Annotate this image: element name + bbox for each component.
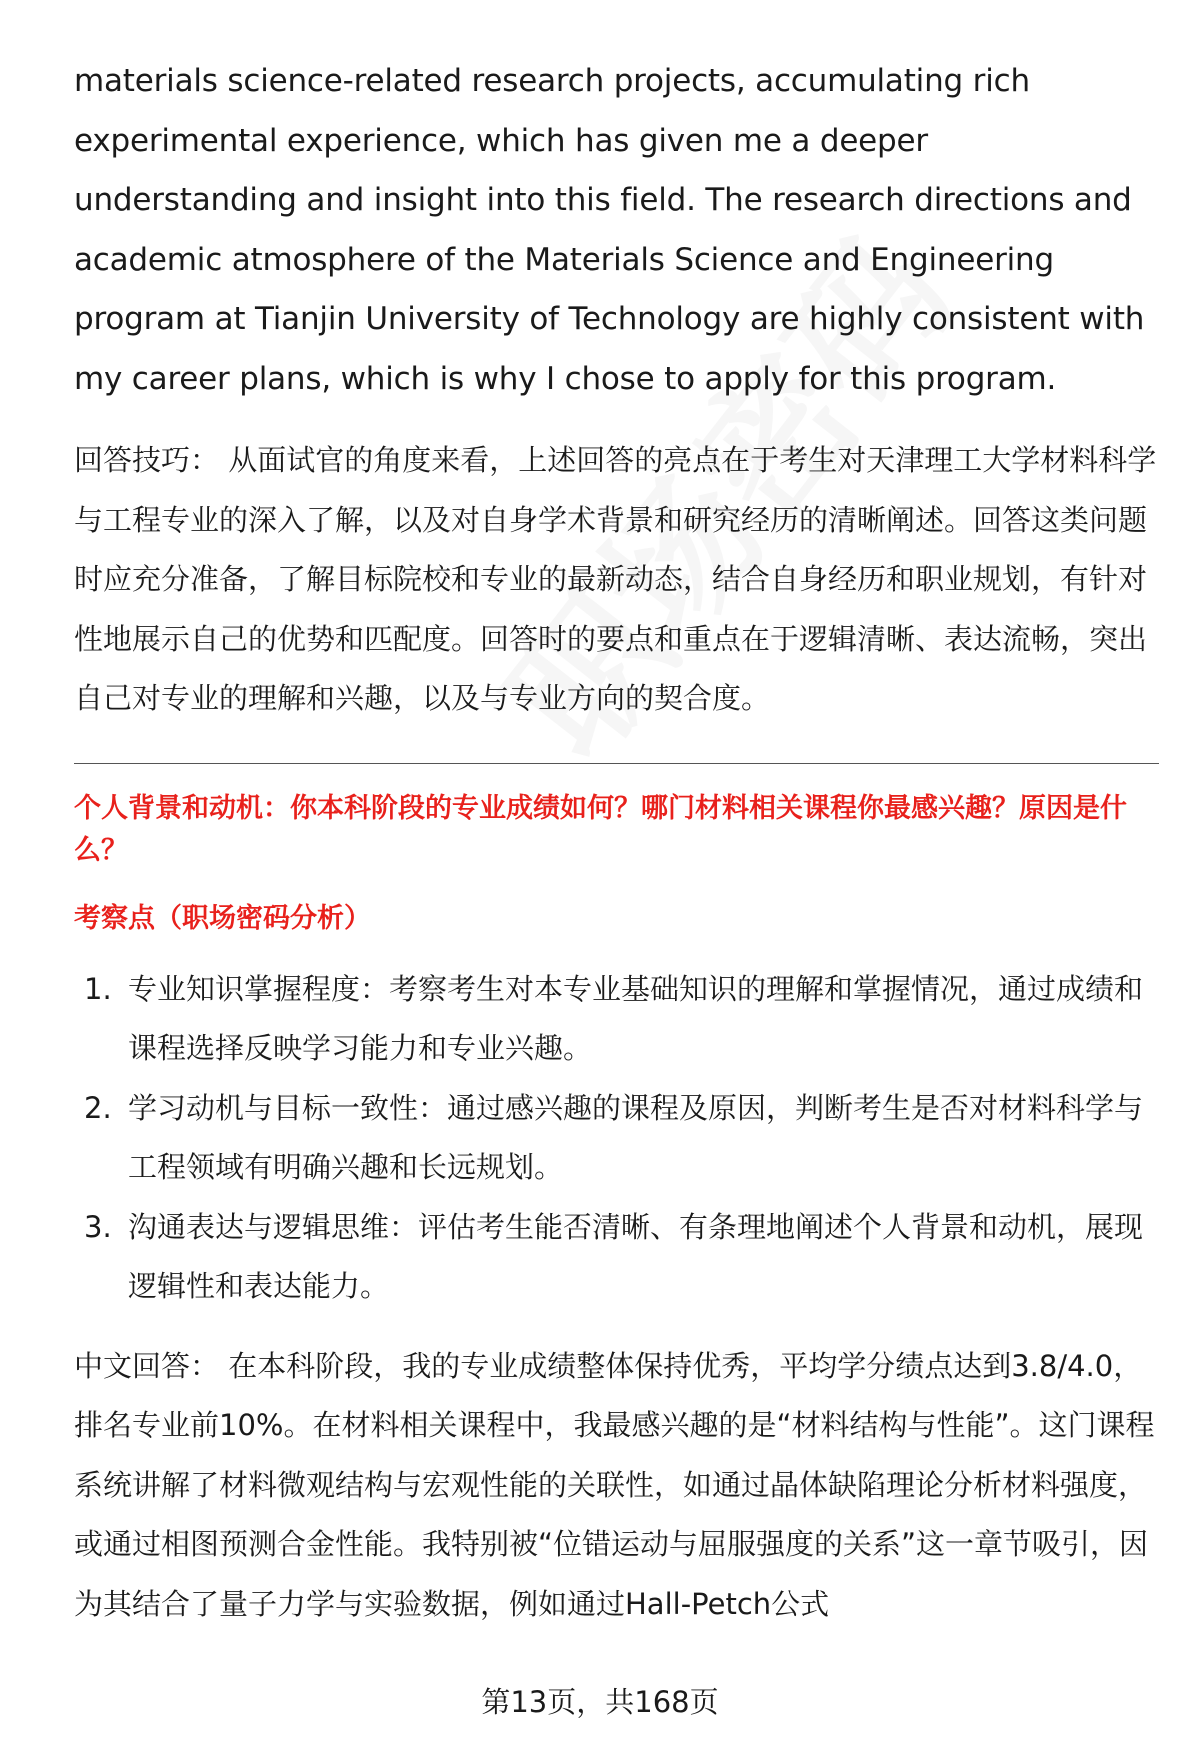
page-number-footer: 第13页，共168页 bbox=[481, 1685, 719, 1719]
chinese-answer-paragraph: 中文回答： 在本科阶段，我的专业成绩整体保持优秀，平均学分绩点达到3.8/4.0，排名专业前10%。在材料相关课程中，我最感兴趣的是“材料结构与性能”。这门课程系统讲解了材料微观结构与宏观性能的关联性，如通过晶体缺陷理论分析材料强度，或通过相图预测合金性能。我特别被“位错运动与屈服强度的关系”这一章节吸引，因为其结合了量子力学与实验数据，例如通过Hall-Petch公式 bbox=[74, 1348, 1155, 1621]
list-item-text: 专业知识掌握程度：考察考生对本专业基础知识的理解和掌握情况，通过成绩和课程选择反映学习能力和专业兴趣。 bbox=[128, 971, 1144, 1065]
question-heading: 个人背景和动机：你本科阶段的专业成绩如何？哪门材料相关课程你最感兴趣？原因是什么？ bbox=[74, 792, 1127, 866]
section-divider bbox=[74, 763, 1159, 764]
answer-tip-paragraph: 回答技巧： 从面试官的角度来看，上述回答的亮点在于考生对天津理工大学材料科学与工程专业的深入了解，以及对自身学术背景和研究经历的清晰阐述。回答这类问题时应充分准备，了解目标院校和专业的最新动态，结合自身经历和职业规划，有针对性地展示自己的优势和匹配度。回答时的要点和重点在于逻辑清晰、表达流畅，突出自己对专业的理解和兴趣，以及与专业方向的契合度。 bbox=[74, 443, 1157, 715]
english-answer-paragraph: materials science-related research projects, accumulating rich experimental experience, which has given me a deeper understanding and insight into this field. The research directions and academic atmosphere of the Materials Science and Engineering program at Tianjin University of Technology are highly consistent with my career plans, which is why I chose to apply for this program. bbox=[74, 63, 1145, 397]
analysis-heading: 考察点（职场密码分析） bbox=[74, 902, 371, 934]
list-item bbox=[74, 1079, 1159, 1198]
list-item-number: 2. bbox=[84, 1090, 112, 1125]
list-item-text: 学习动机与目标一致性：通过感兴趣的课程及原因，判断考生是否对材料科学与工程领域有明确兴趣和长远规划。 bbox=[128, 1090, 1144, 1184]
list-item-number: 1. bbox=[84, 971, 112, 1006]
list-item bbox=[74, 1198, 1159, 1317]
document-page bbox=[74, 52, 1159, 1634]
list-item-number: 3. bbox=[84, 1209, 112, 1244]
list-item bbox=[74, 960, 1159, 1079]
analysis-points-list bbox=[74, 960, 1159, 1317]
list-item-text: 沟通表达与逻辑思维：评估考生能否清晰、有条理地阐述个人背景和动机，展现逻辑性和表达能力。 bbox=[128, 1209, 1144, 1303]
